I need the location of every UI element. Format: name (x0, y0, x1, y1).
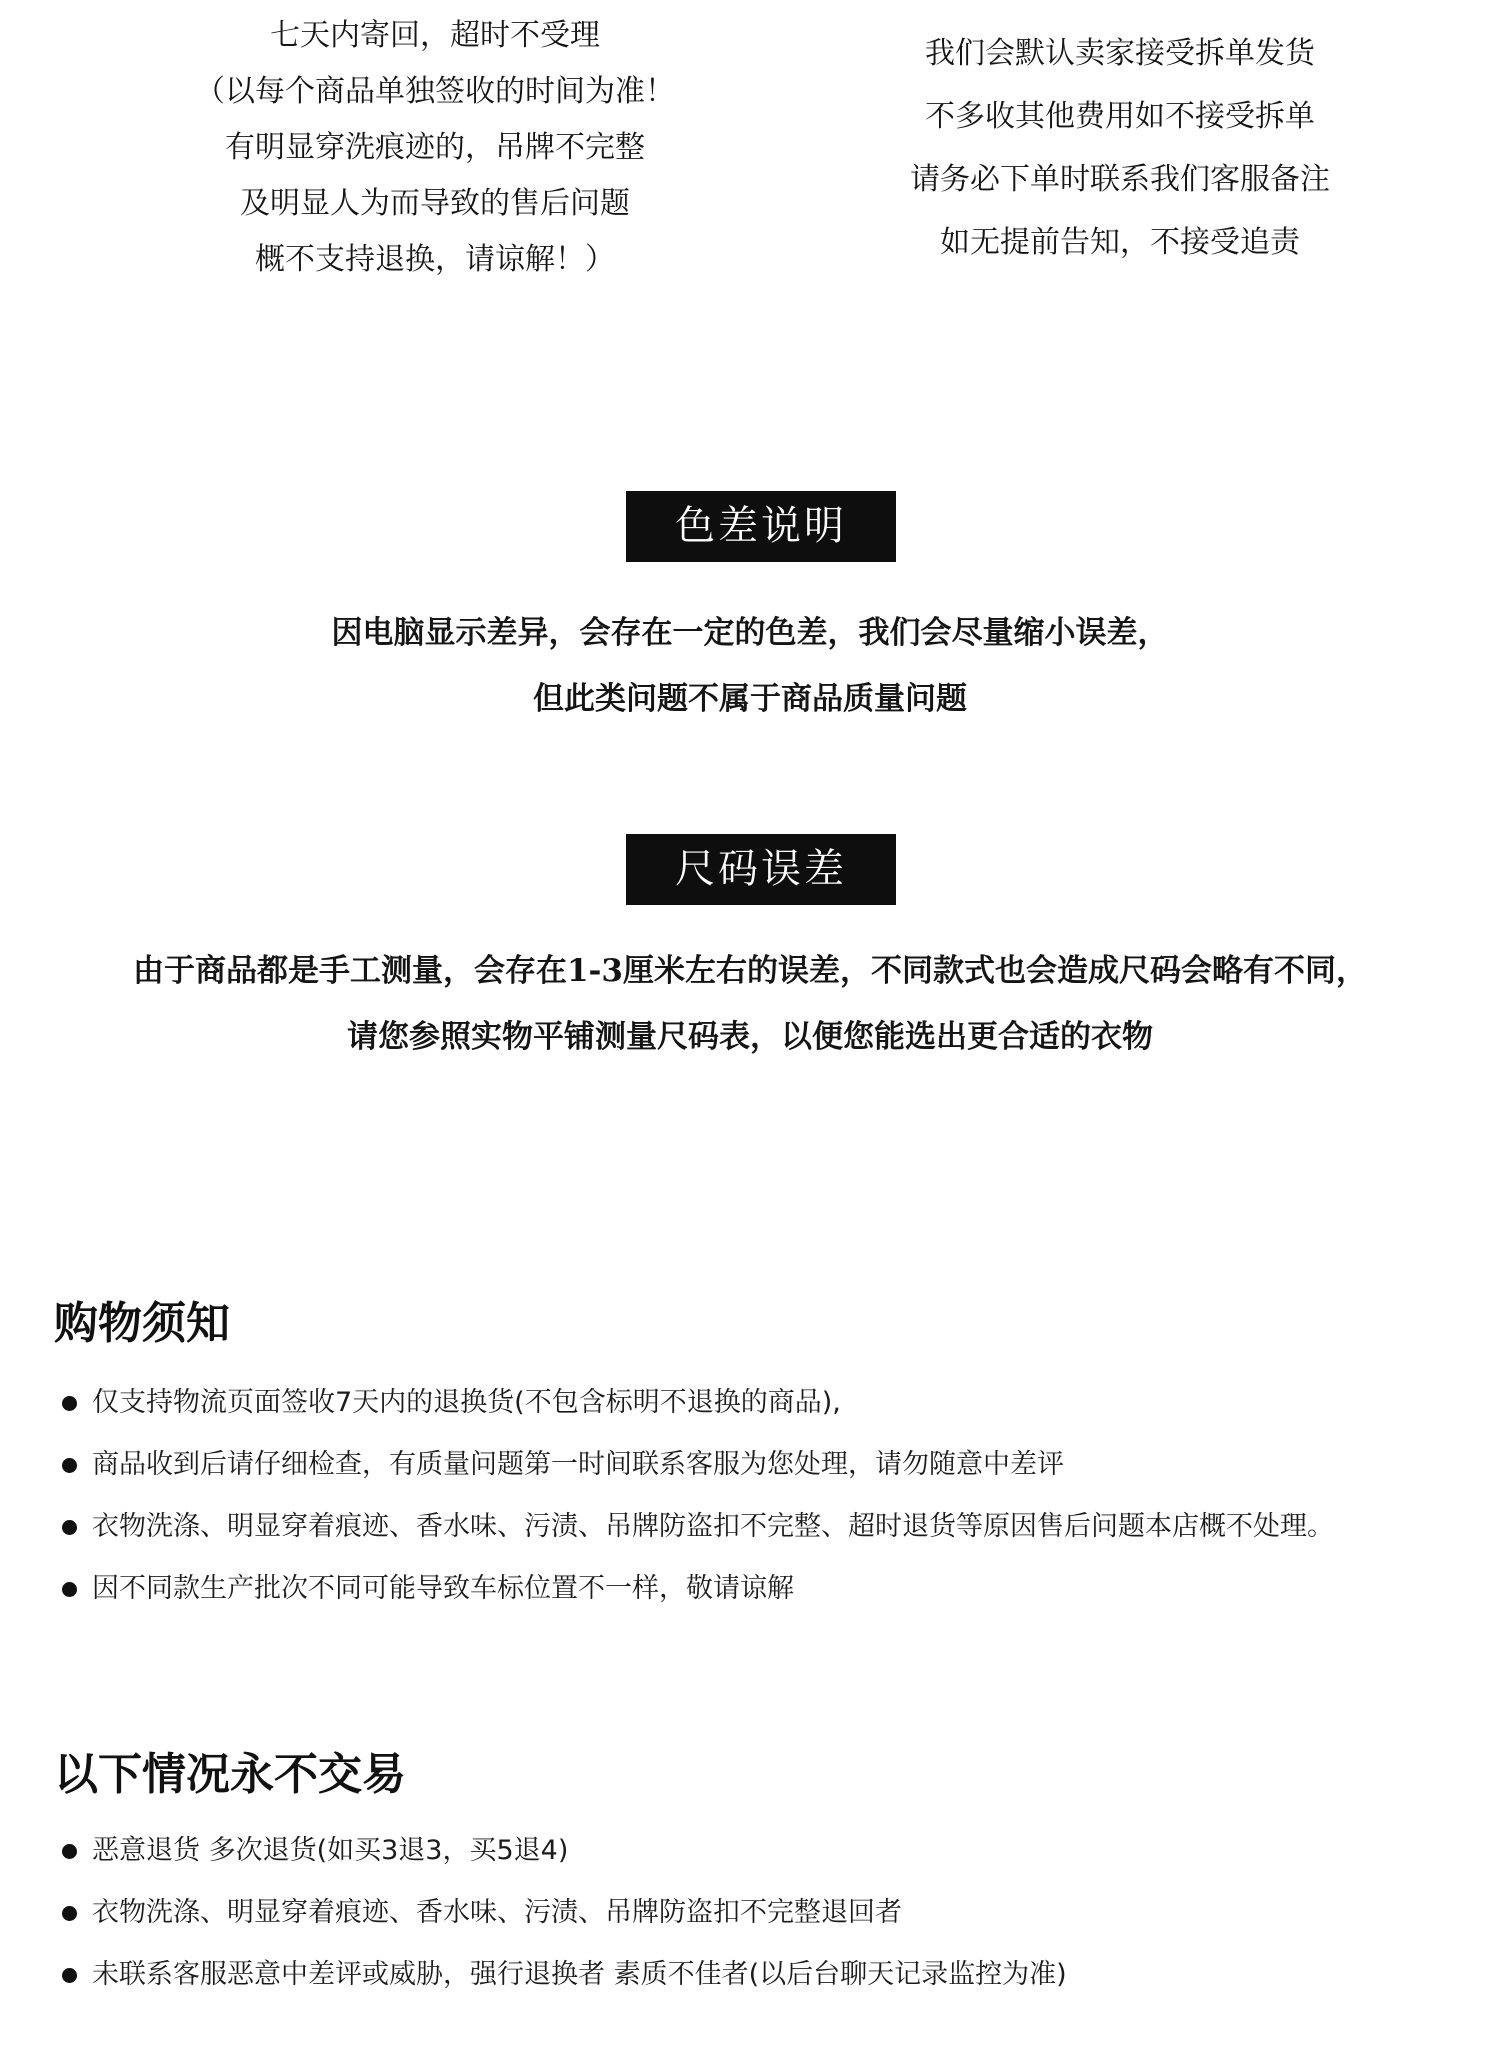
list-item-text: 未联系客服恶意中差评或威胁，强行退换者 素质不佳者(以后台聊天记录监控为准) (92, 1959, 1067, 1990)
list-item (62, 1882, 1492, 1944)
bullet-icon (62, 1396, 77, 1411)
never-trade-title: 以下情况永不交易 (54, 1749, 406, 1800)
bullet-icon (62, 1906, 77, 1921)
color-difference-text (0, 600, 1500, 732)
split-order-column (780, 22, 1460, 274)
bullet-icon (62, 1458, 77, 1473)
split-order-line: 不多收其他费用如不接受拆单 (925, 99, 1315, 134)
list-item (62, 1372, 1492, 1434)
list-item-text: 衣物洗涤、明显穿着痕迹、香水味、污渍、吊牌防盗扣不完整退回者 (92, 1897, 902, 1928)
list-item-text: 仅支持物流页面签收7天内的退换货(不包含标明不退换的商品), (92, 1387, 841, 1418)
split-order-line: 请务必下单时联系我们客服备注 (910, 162, 1330, 197)
return-policy-line: （以每个商品单独签收的时间为准！ (195, 74, 675, 109)
shopping-notice-title: 购物须知 (54, 1298, 230, 1349)
size-error-text (0, 938, 1500, 1070)
shopping-notice-list (62, 1372, 1492, 1620)
bullet-icon (62, 1968, 77, 1983)
never-trade-list (62, 1820, 1492, 2006)
split-order-line: 如无提前告知，不接受追责 (940, 225, 1300, 260)
return-policy-column (100, 8, 770, 288)
list-item (62, 1496, 1492, 1558)
list-item (62, 1944, 1492, 2006)
list-item-text: 衣物洗涤、明显穿着痕迹、香水味、污渍、吊牌防盗扣不完整、超时退货等原因售后问题本店概不处理。 (92, 1511, 1334, 1542)
return-policy-line: 概不支持退换，请谅解！） (255, 242, 615, 277)
list-item (62, 1820, 1492, 1882)
color-difference-line: 因电脑显示差异，会存在一定的色差，我们会尽量缩小误差， (331, 615, 1169, 651)
color-difference-label: 色差说明 (626, 491, 896, 562)
list-item (62, 1434, 1492, 1496)
list-item-text: 恶意退货 多次退货(如买3退3，买5退4) (92, 1835, 569, 1866)
size-error-line: 由于商品都是手工测量，会存在1-3厘米左右的误差，不同款式也会造成尺码会略有不同， (132, 953, 1367, 989)
bullet-icon (62, 1844, 77, 1859)
return-policy-line: 七天内寄回，超时不受理 (270, 18, 600, 53)
return-policy-line: 有明显穿洗痕迹的，吊牌不完整 (225, 130, 645, 165)
size-error-label: 尺码误差 (626, 834, 896, 905)
split-order-line: 我们会默认卖家接受拆单发货 (925, 36, 1315, 71)
list-item (62, 1558, 1492, 1620)
list-item-text: 因不同款生产批次不同可能导致车标位置不一样，敬请谅解 (92, 1573, 794, 1604)
list-item-text: 商品收到后请仔细检查，有质量问题第一时间联系客服为您处理，请勿随意中差评 (92, 1449, 1064, 1480)
size-error-line: 请您参照实物平铺测量尺码表，以便您能选出更合适的衣物 (347, 1019, 1153, 1055)
color-difference-line: 但此类问题不属于商品质量问题 (533, 681, 967, 717)
bullet-icon (62, 1582, 77, 1597)
return-policy-line: 及明显人为而导致的售后问题 (240, 186, 630, 221)
bullet-icon (62, 1520, 77, 1535)
